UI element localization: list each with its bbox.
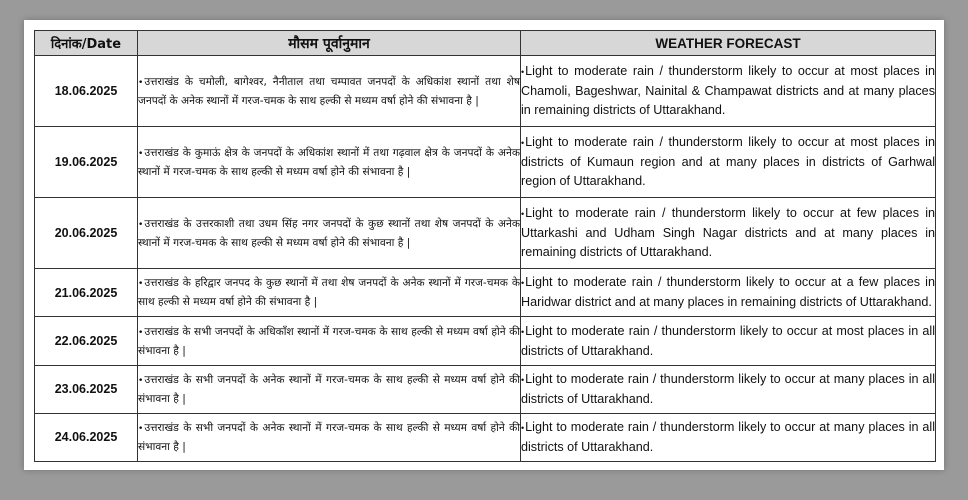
header-row: [35, 31, 936, 56]
hindi-forecast-text: उत्तराखंड के सभी जनपदों के अनेक स्थानों में गरज-चमक के साथ हल्की से मध्यम वर्षा होने की संभावना है |: [138, 421, 520, 453]
bullet-icon: •: [138, 279, 144, 290]
english-forecast-text: Light to moderate rain / thunderstorm likely to occur at most places in Chamoli, Bageshwar, Nainital & Champawat districts and at many places in remaining districts of Uttarakhand.: [521, 64, 935, 118]
english-forecast-cell: [521, 269, 936, 317]
row-date: 22.06.2025: [35, 317, 138, 365]
hindi-forecast-cell: [138, 56, 521, 127]
header-weather-forecast: WEATHER FORECAST: [521, 31, 936, 56]
row-date: 21.06.2025: [35, 269, 138, 317]
english-forecast-cell: [521, 127, 936, 198]
hindi-forecast-cell: [138, 198, 521, 269]
english-forecast-text: Light to moderate rain / thunderstorm likely to occur at few places in Uttarkashi and Udham Singh Nagar districts and at many places in remaining districts of Uttarakhand.: [521, 206, 935, 260]
bullet-icon: •: [138, 327, 144, 338]
bullet-icon: •: [138, 148, 144, 159]
table-row: [35, 365, 936, 413]
row-date: 24.06.2025: [35, 413, 138, 461]
hindi-forecast-cell: [138, 413, 521, 461]
bullet-icon: •: [138, 423, 144, 434]
row-date: 19.06.2025: [35, 127, 138, 198]
hindi-forecast-text: उत्तराखंड के कुमाऊं क्षेत्र के जनपदों के अधिकांश स्थानों में तथा गढ़वाल क्षेत्र के जनपदों के अनेक स्थानों में गरज-चमक के साथ हल्की से मध्यम वर्षा होने की संभावना है |: [138, 146, 520, 178]
bullet-icon: •: [521, 278, 525, 289]
bullet-icon: •: [521, 67, 525, 78]
hindi-forecast-cell: [138, 365, 521, 413]
bullet-icon: •: [521, 326, 525, 337]
english-forecast-cell: [521, 413, 936, 461]
hindi-forecast-cell: [138, 127, 521, 198]
english-forecast-text: Light to moderate rain / thunderstorm likely to occur at most places in districts of Kumaun region and at many places in districts of Garhwal region of Uttarakhand.: [521, 135, 935, 189]
table-row: [35, 198, 936, 269]
forecast-table: [34, 30, 936, 462]
bullet-icon: •: [521, 374, 525, 385]
english-forecast-cell: [521, 317, 936, 365]
hindi-forecast-cell: [138, 269, 521, 317]
hindi-forecast-text: उत्तराखंड के उत्तरकाशी तथा उधम सिंह नगर जनपदों के कुछ स्थानों तथा शेष जनपदों के अनेक स्थानों में गरज-चमक के साथ हल्की से मध्यम वर्षा होने की संभावना है |: [138, 217, 520, 249]
header-hindi-forecast: मौसम पूर्वानुमान: [138, 31, 521, 56]
english-forecast-cell: [521, 198, 936, 269]
english-forecast-cell: [521, 365, 936, 413]
table-row: [35, 269, 936, 317]
hindi-forecast-cell: [138, 317, 521, 365]
english-forecast-text: Light to moderate rain / thunderstorm likely to occur at many places in all districts of Uttarakhand.: [521, 419, 935, 454]
bullet-icon: •: [521, 209, 525, 220]
english-forecast-text: Light to moderate rain / thunderstorm likely to occur at many places in all districts of Uttarakhand.: [521, 371, 935, 406]
bullet-icon: •: [521, 138, 525, 149]
bullet-icon: •: [138, 77, 144, 88]
row-date: 18.06.2025: [35, 56, 138, 127]
english-forecast-cell: [521, 56, 936, 127]
bullet-icon: •: [138, 375, 144, 386]
bullet-icon: •: [138, 219, 144, 230]
table-row: [35, 56, 936, 127]
hindi-forecast-text: उत्तराखंड के सभी जनपदों के अधिकाँश स्थानों में गरज-चमक के साथ हल्की से मध्यम वर्षा होने की संभावना है |: [138, 325, 520, 357]
hindi-forecast-text: उत्तराखंड के चमोली, बागेश्वर, नैनीताल तथा चम्पावत जनपदों के अधिकांश स्थानों तथा शेष जनपदों के अनेक स्थानों में गरज-चमक के साथ हल्की से मध्यम वर्षा होने की संभावना है |: [138, 75, 520, 107]
header-date: दिनांक/Date: [35, 31, 138, 56]
table-row: [35, 317, 936, 365]
table-row: [35, 127, 936, 198]
english-forecast-text: Light to moderate rain / thunderstorm likely to occur at a few places in Haridwar district and at many places in remaining districts of Uttarakhand.: [521, 275, 935, 310]
table-row: [35, 413, 936, 461]
bullet-icon: •: [521, 422, 525, 433]
forecast-document: [24, 20, 944, 470]
hindi-forecast-text: उत्तराखंड के सभी जनपदों के अनेक स्थानों में गरज-चमक के साथ हल्की से मध्यम वर्षा होने की संभावना है |: [138, 373, 520, 405]
english-forecast-text: Light to moderate rain / thunderstorm likely to occur at most places in all districts of Uttarakhand.: [521, 323, 935, 358]
row-date: 23.06.2025: [35, 365, 138, 413]
row-date: 20.06.2025: [35, 198, 138, 269]
hindi-forecast-text: उत्तराखंड के हरिद्वार जनपद के कुछ स्थानों में तथा शेष जनपदों के अनेक स्थानों में गरज-चमक के साथ हल्की से मध्यम वर्षा होने की संभावना है |: [138, 277, 520, 309]
